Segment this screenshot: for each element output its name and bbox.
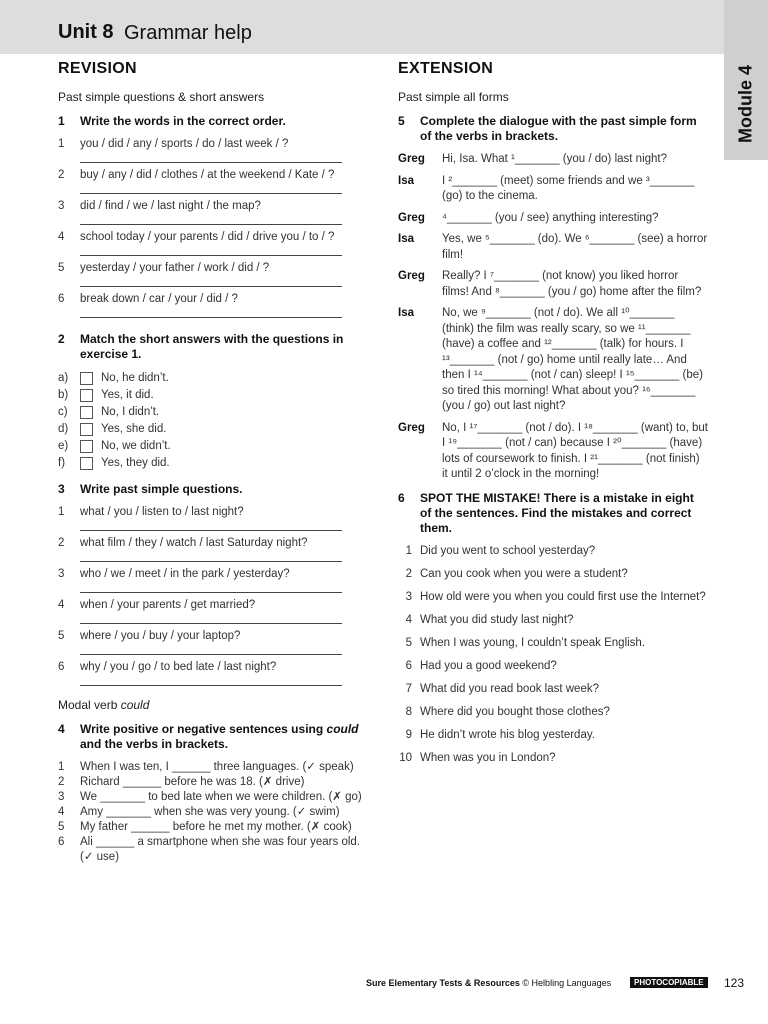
page-number: 123 xyxy=(724,976,745,990)
match-row: f) Yes, they did. xyxy=(58,457,170,469)
exercise-2-heading: 2 Match the short answers with the questions in exercise 1. xyxy=(58,332,344,361)
section-subtitle-modal: Modal verb could xyxy=(58,698,150,712)
exercise-item: 8 Where did you bought those clothes? xyxy=(405,705,610,718)
exercise-item: 2 what film / they / watch / last Saturday night? xyxy=(58,537,308,549)
answer-line[interactable] xyxy=(80,245,342,256)
answer-line[interactable] xyxy=(80,214,342,225)
answer-line[interactable] xyxy=(80,675,342,686)
exercise-item: 5 When I was young, I couldn’t speak English. xyxy=(405,636,646,649)
exercise-item: 6 break down / car / your / did / ? xyxy=(58,293,238,305)
dialogue-line: Greg Hi, Isa. What ¹_______ (you / do) last night? xyxy=(398,153,668,165)
answer-line[interactable] xyxy=(80,551,342,562)
answer-line[interactable] xyxy=(80,644,342,655)
section-subtitle: Past simple all forms xyxy=(398,90,509,104)
dialogue-line: Isa Yes, we ⁵_______ (do). We ⁶_______ (see) a horror film! xyxy=(398,233,708,261)
match-row: d) Yes, she did. xyxy=(58,423,167,435)
extension-column xyxy=(398,58,708,774)
exercise-item: 3 We _______ to bed late when we were children. (✗ go) xyxy=(58,791,362,803)
exercise-3-items xyxy=(58,505,374,686)
exercise-item: 6 Ali ______ a smartphone when she was four years old. (✓ use) xyxy=(58,836,360,863)
exercise-item: 7 What did you read book last week? xyxy=(405,682,599,695)
exercise-item: 1 what / you / listen to / last night? xyxy=(58,506,244,518)
book-title: Sure Elementary Tests & Resources xyxy=(366,978,520,988)
answer-line[interactable] xyxy=(80,582,342,593)
module-tab xyxy=(724,0,768,160)
revision-title: REVISION xyxy=(58,60,137,77)
exercise-item: 4 What you did study last night? xyxy=(405,613,574,626)
dialogue-line: Greg No, I ¹⁷_______ (not / do). I ¹⁸_______ (want) to, but I ¹⁹_______ (not / can) because I ²⁰_______ (have) lots of coursework to finish. I ²¹_______ (not finish) it until 2 o’clock in the morning! xyxy=(398,421,708,480)
exercise-4-heading: 4 Write positive or negative sentences using could and the verbs in brackets. xyxy=(58,722,359,751)
checkbox[interactable] xyxy=(80,423,93,436)
exercise-1-items xyxy=(58,137,374,318)
exercise-item: 5 My father ______ before he met my mother. (✗ cook) xyxy=(58,821,352,833)
dialogue-line: Isa I ²_______ (meet) some friends and we ³_______ (go) to the cinema. xyxy=(398,174,695,202)
exercise-item: 1 Did you went to school yesterday? xyxy=(405,544,596,557)
checkbox[interactable] xyxy=(80,457,93,470)
section-subtitle: Past simple questions & short answers xyxy=(58,90,265,104)
match-row: b) Yes, it did. xyxy=(58,389,154,401)
answer-line[interactable] xyxy=(80,613,342,624)
checkbox[interactable] xyxy=(80,372,93,385)
publisher: © Helbling Languages xyxy=(522,978,612,988)
exercise-1-heading: 1 Write the words in the correct order. xyxy=(58,114,286,128)
exercise-item: 2 Richard ______ before he was 18. (✗ drive) xyxy=(58,776,305,788)
answer-line[interactable] xyxy=(80,183,342,194)
dialogue-line: Greg Really? I ⁷_______ (not know) you liked horror films! And ⁸_______ (you / go) home after the film? xyxy=(398,270,702,298)
revision-column xyxy=(58,58,374,865)
exercise-item: 3 who / we / meet / in the park / yesterday? xyxy=(58,568,290,580)
exercise-item: 1 When I was ten, I ______ three languages. (✓ speak) xyxy=(58,761,354,773)
exercise-item: 4 school today / your parents / did / drive you / to / ? xyxy=(58,231,335,243)
page-title: Grammar help xyxy=(124,22,252,44)
exercise-item: 9 He didn’t wrote his blog yesterday. xyxy=(405,728,595,741)
exercise-item: 3 did / find / we / last night / the map? xyxy=(58,200,261,212)
module-label: Module 4 xyxy=(735,64,756,144)
exercise-item: 5 yesterday / your father / work / did / ? xyxy=(58,262,270,274)
page-header xyxy=(0,0,724,54)
exercise-item: 4 Amy _______ when she was very young. (✓ swim) xyxy=(58,806,340,818)
exercise-item: 10 When was you in London? xyxy=(399,751,556,764)
answer-line[interactable] xyxy=(80,276,342,287)
page-footer xyxy=(340,976,750,992)
exercise-item: 1 you / did / any / sports / do / last week / ? xyxy=(58,138,289,150)
exercise-item: 3 How old were you when you could first use the Internet? xyxy=(405,590,706,603)
exercise-item: 6 why / you / go / to bed late / last night? xyxy=(58,661,277,673)
exercise-6-items xyxy=(398,544,708,766)
match-row: a) No, he didn’t. xyxy=(58,372,169,384)
match-row: e) No, we didn’t. xyxy=(58,440,171,452)
extension-title: EXTENSION xyxy=(398,60,494,77)
unit-number: Unit 8 xyxy=(58,21,114,43)
exercise-4-items xyxy=(58,760,374,865)
exercise-5-heading: 5 Complete the dialogue with the past simple form of the verbs in brackets. xyxy=(398,114,697,143)
exercise-item: 2 Can you cook when you were a student? xyxy=(405,567,628,580)
exercise-3-heading: 3 Write past simple questions. xyxy=(58,482,243,496)
answer-line[interactable] xyxy=(80,307,342,318)
exercise-item: 6 Had you a good weekend? xyxy=(405,659,557,672)
checkbox[interactable] xyxy=(80,406,93,419)
answer-line[interactable] xyxy=(80,520,342,531)
checkbox[interactable] xyxy=(80,389,93,402)
exercise-item: 2 buy / any / did / clothes / at the weekend / Kate / ? xyxy=(58,169,335,181)
answer-line[interactable] xyxy=(80,152,342,163)
dialogue-line: Greg ⁴_______ (you / see) anything interesting? xyxy=(398,211,659,224)
exercise-item: 4 when / your parents / get married? xyxy=(58,599,256,611)
exercise-2-items xyxy=(58,370,374,472)
exercise-6-heading: 6 SPOT THE MISTAKE! There is a mistake in eight of the sentences. Find the mistakes and correct them. xyxy=(398,490,694,535)
dialogue-line: Isa No, we ⁹_______ (not / do). We all ¹⁰_______ (think) the film was really scary, so we ¹¹_______ (have) a coffee and ¹²_______ (talk) for hours. I ¹³_______ (not / go) home until really late… And then I ¹⁴_______ (not / can) sleep! I ¹⁵_______ (be) so tired this morning! What about you? ¹⁶_______ (you / go) out last night? xyxy=(398,307,703,412)
match-row: c) No, I didn’t. xyxy=(58,406,160,418)
photocopiable-badge: PHOTOCOPIABLE xyxy=(630,977,708,988)
dialogue xyxy=(398,152,708,483)
checkbox[interactable] xyxy=(80,440,93,453)
exercise-item: 5 where / you / buy / your laptop? xyxy=(58,630,241,642)
